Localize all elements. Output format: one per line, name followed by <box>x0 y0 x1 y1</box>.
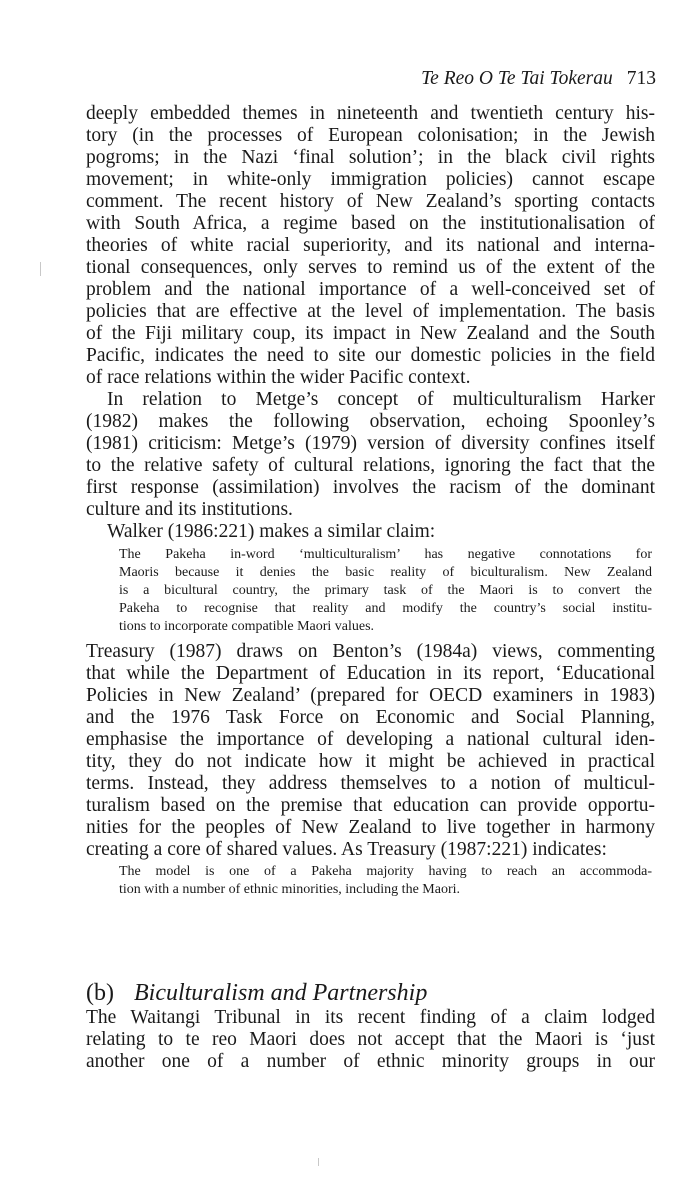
section-heading <box>86 978 427 1008</box>
body-line: The Waitangi Tribunal in its recent finding of a claim lodged <box>86 1007 655 1028</box>
section-label: (b) <box>86 980 114 1006</box>
body-line: tory (in the processes of European colonisation; in the Jewish <box>86 125 655 146</box>
block-quote-line: The Pakeha in-word ‘multiculturalism’ has negative connotations for <box>119 547 652 562</box>
body-line: policies that are effective at the level of implementation. The basis <box>86 301 655 322</box>
body-line: of the Fiji military coup, its impact in New Zealand and the South <box>86 323 655 344</box>
body-line: Pacific, indicates the need to site our domestic policies in the field <box>86 345 655 366</box>
body-line: theories of white racial superiority, and its national and interna- <box>86 235 655 256</box>
block-quote-line: is a bicultural country, the primary task of the Maori is to convert the <box>119 583 652 598</box>
body-line: and the 1976 Task Force on Economic and Social Planning, <box>86 707 655 728</box>
body-line: first response (assimilation) involves the racism of the dominant <box>86 477 655 498</box>
scan-mark <box>318 1158 319 1166</box>
body-line: nities for the peoples of New Zealand to live together in harmony <box>86 817 655 838</box>
body-line: Treasury (1987) draws on Benton’s (1984a) views, commenting <box>86 641 655 662</box>
body-line: creating a core of shared values. As Treasury (1987:221) indicates: <box>86 839 607 860</box>
block-quote-line: The model is one of a Pakeha majority having to reach an accommoda- <box>119 864 652 879</box>
running-title: Te Reo O Te Tai Tokerau <box>421 68 613 89</box>
body-line: tional consequences, only serves to remind us of the extent of the <box>86 257 655 278</box>
body-line: culture and its institutions. <box>86 499 293 520</box>
body-line: that while the Department of Education in its report, ‘Educational <box>86 663 655 684</box>
body-line: movement; in white-only immigration policies) cannot escape <box>86 169 655 190</box>
block-quote-line: Pakeha to recognise that reality and modify the country’s social institu- <box>119 601 652 616</box>
body-line: terms. Instead, they address themselves to a notion of multicul- <box>86 773 655 794</box>
body-line: emphasise the importance of developing a national cultural iden- <box>86 729 655 750</box>
body-line: relating to te reo Maori does not accept that the Maori is ‘just <box>86 1029 655 1050</box>
body-line: to the relative safety of cultural relations, ignoring the fact that the <box>86 455 655 476</box>
body-line: (1981) criticism: Metge’s (1979) version of diversity confines itself <box>86 433 655 454</box>
body-line: problem and the national importance of a well-conceived set of <box>86 279 655 300</box>
body-line: of race relations within the wider Pacific context. <box>86 367 471 388</box>
body-line: (1982) makes the following observation, echoing Spoonley’s <box>86 411 655 432</box>
body-line: tity, they do not indicate how it might be achieved in practical <box>86 751 655 772</box>
body-line: Walker (1986:221) makes a similar claim: <box>107 521 436 542</box>
block-quote-line: Maoris because it denies the basic reality of biculturalism. New Zealand <box>119 565 652 580</box>
block-quote-line: tion with a number of ethnic minorities, including the Maori. <box>119 882 460 897</box>
page-number: 713 <box>626 68 656 89</box>
body-line: with South Africa, a regime based on the institutionalisation of <box>86 213 655 234</box>
body-line: Policies in New Zealand’ (prepared for OECD examiners in 1983) <box>86 685 655 706</box>
body-line: another one of a number of ethnic minority groups in our <box>86 1051 655 1072</box>
body-line: deeply embedded themes in nineteenth and twentieth century his- <box>86 103 655 124</box>
block-quote-line: tions to incorporate compatible Maori values. <box>119 619 375 634</box>
body-line: comment. The recent history of New Zealand’s sporting contacts <box>86 191 655 212</box>
section-title: Biculturalism and Partnership <box>133 980 428 1006</box>
running-header <box>86 66 656 92</box>
body-line: pogroms; in the Nazi ‘final solution’; in the black civil rights <box>86 147 655 168</box>
body-line: turalism based on the premise that education can provide opportu- <box>86 795 655 816</box>
body-line: In relation to Metge’s concept of multiculturalism Harker <box>107 389 655 410</box>
scan-mark <box>40 262 41 276</box>
